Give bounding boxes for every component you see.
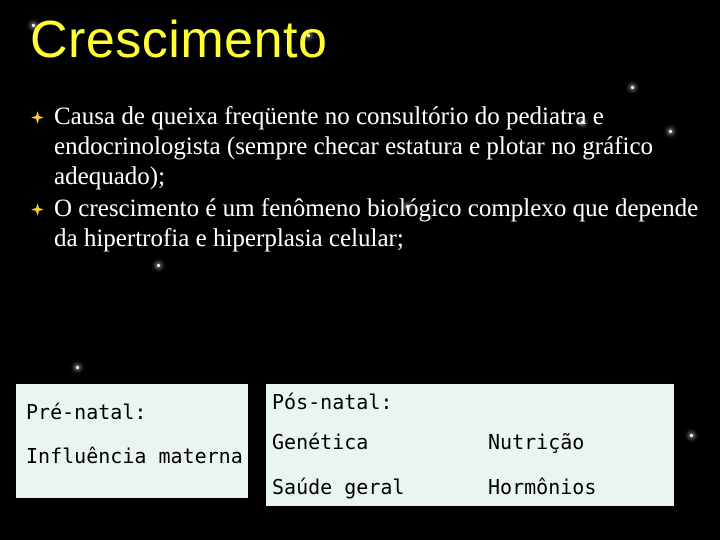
star-decoration (76, 366, 79, 369)
postnatal-factor: Hormônios (488, 475, 597, 499)
bullet-item (28, 194, 718, 254)
bullet-item (28, 102, 718, 192)
sparkle-bullet-icon (31, 203, 44, 216)
sparkle-bullet-icon (31, 111, 44, 124)
prenatal-factor: Influência materna (26, 444, 243, 468)
bullet-text: O crescimento é um fenômeno biológico complexo que depende da hipertrofia e hiperplasia celular; (54, 195, 699, 252)
postnatal-factor: Genética (272, 430, 369, 454)
star-decoration (157, 264, 160, 267)
star-decoration (631, 86, 634, 89)
bullet-text: Causa de queixa freqüente no consultório do pediatra e endocrinologista (sempre checar estatura e plotar no gráfico adequado); (54, 103, 654, 190)
postnatal-label: Pós-natal: (272, 390, 393, 414)
postnatal-factor: Saúde geral (272, 475, 405, 499)
prenatal-box (16, 384, 248, 498)
bullet-list (28, 102, 718, 256)
slide-title: Crescimento (30, 11, 328, 69)
postnatal-box (266, 384, 674, 506)
prenatal-label: Pré-natal: (26, 400, 147, 424)
star-decoration (690, 434, 693, 437)
postnatal-factor: Nutrição (488, 430, 585, 454)
